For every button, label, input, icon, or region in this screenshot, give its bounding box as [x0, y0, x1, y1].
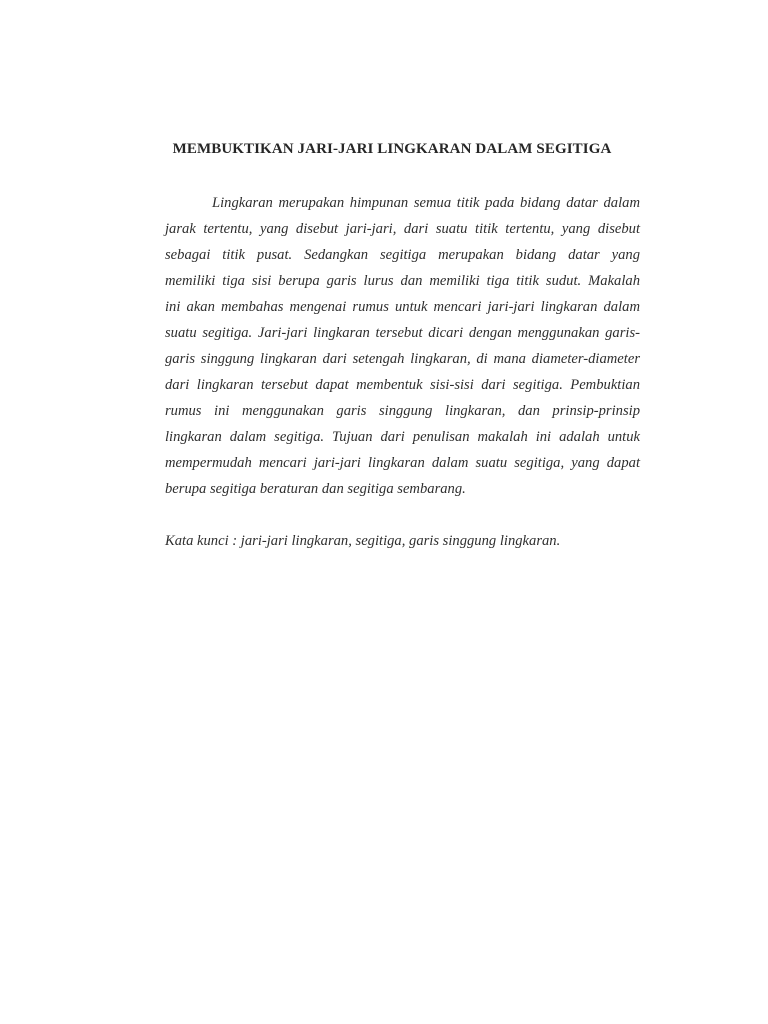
abstract-line: jarak tertentu, yang disebut jari-jari, dari suatu titik tertentu, yang disebut [165, 221, 640, 237]
abstract-line: Lingkaran merupakan himpunan semua titik pada bidang datar dalam [212, 195, 640, 211]
keywords-line: Kata kunci : jari-jari lingkaran, segitiga, garis singgung lingkaran. [165, 533, 561, 549]
abstract-line: rumus ini menggunakan garis singgung lingkaran, dan prinsip-prinsip [165, 403, 640, 419]
abstract-line: sebagai titik pusat. Sedangkan segitiga merupakan bidang datar yang [165, 247, 640, 263]
abstract-line: suatu segitiga. Jari-jari lingkaran tersebut dicari dengan menggunakan garis- [165, 325, 640, 341]
abstract-line: garis singgung lingkaran dari setengah lingkaran, di mana diameter-diameter [165, 351, 640, 367]
abstract-paragraph [165, 190, 640, 502]
abstract-line: dari lingkaran tersebut dapat membentuk sisi-sisi dari segitiga. Pembuktian [165, 377, 640, 393]
abstract-line: memiliki tiga sisi berupa garis lurus dan memiliki tiga titik sudut. Makalah [165, 273, 640, 289]
abstract-line: lingkaran dalam segitiga. Tujuan dari penulisan makalah ini adalah untuk [165, 429, 640, 445]
abstract-line: ini akan membahas mengenai rumus untuk mencari jari-jari lingkaran dalam [165, 299, 640, 315]
abstract-line: mempermudah mencari jari-jari lingkaran dalam suatu segitiga, yang dapat [165, 455, 640, 471]
abstract-line: berupa segitiga beraturan dan segitiga sembarang. [165, 481, 466, 497]
document-title: MEMBUKTIKAN JARI-JARI LINGKARAN DALAM SEGITIGA [172, 141, 612, 157]
